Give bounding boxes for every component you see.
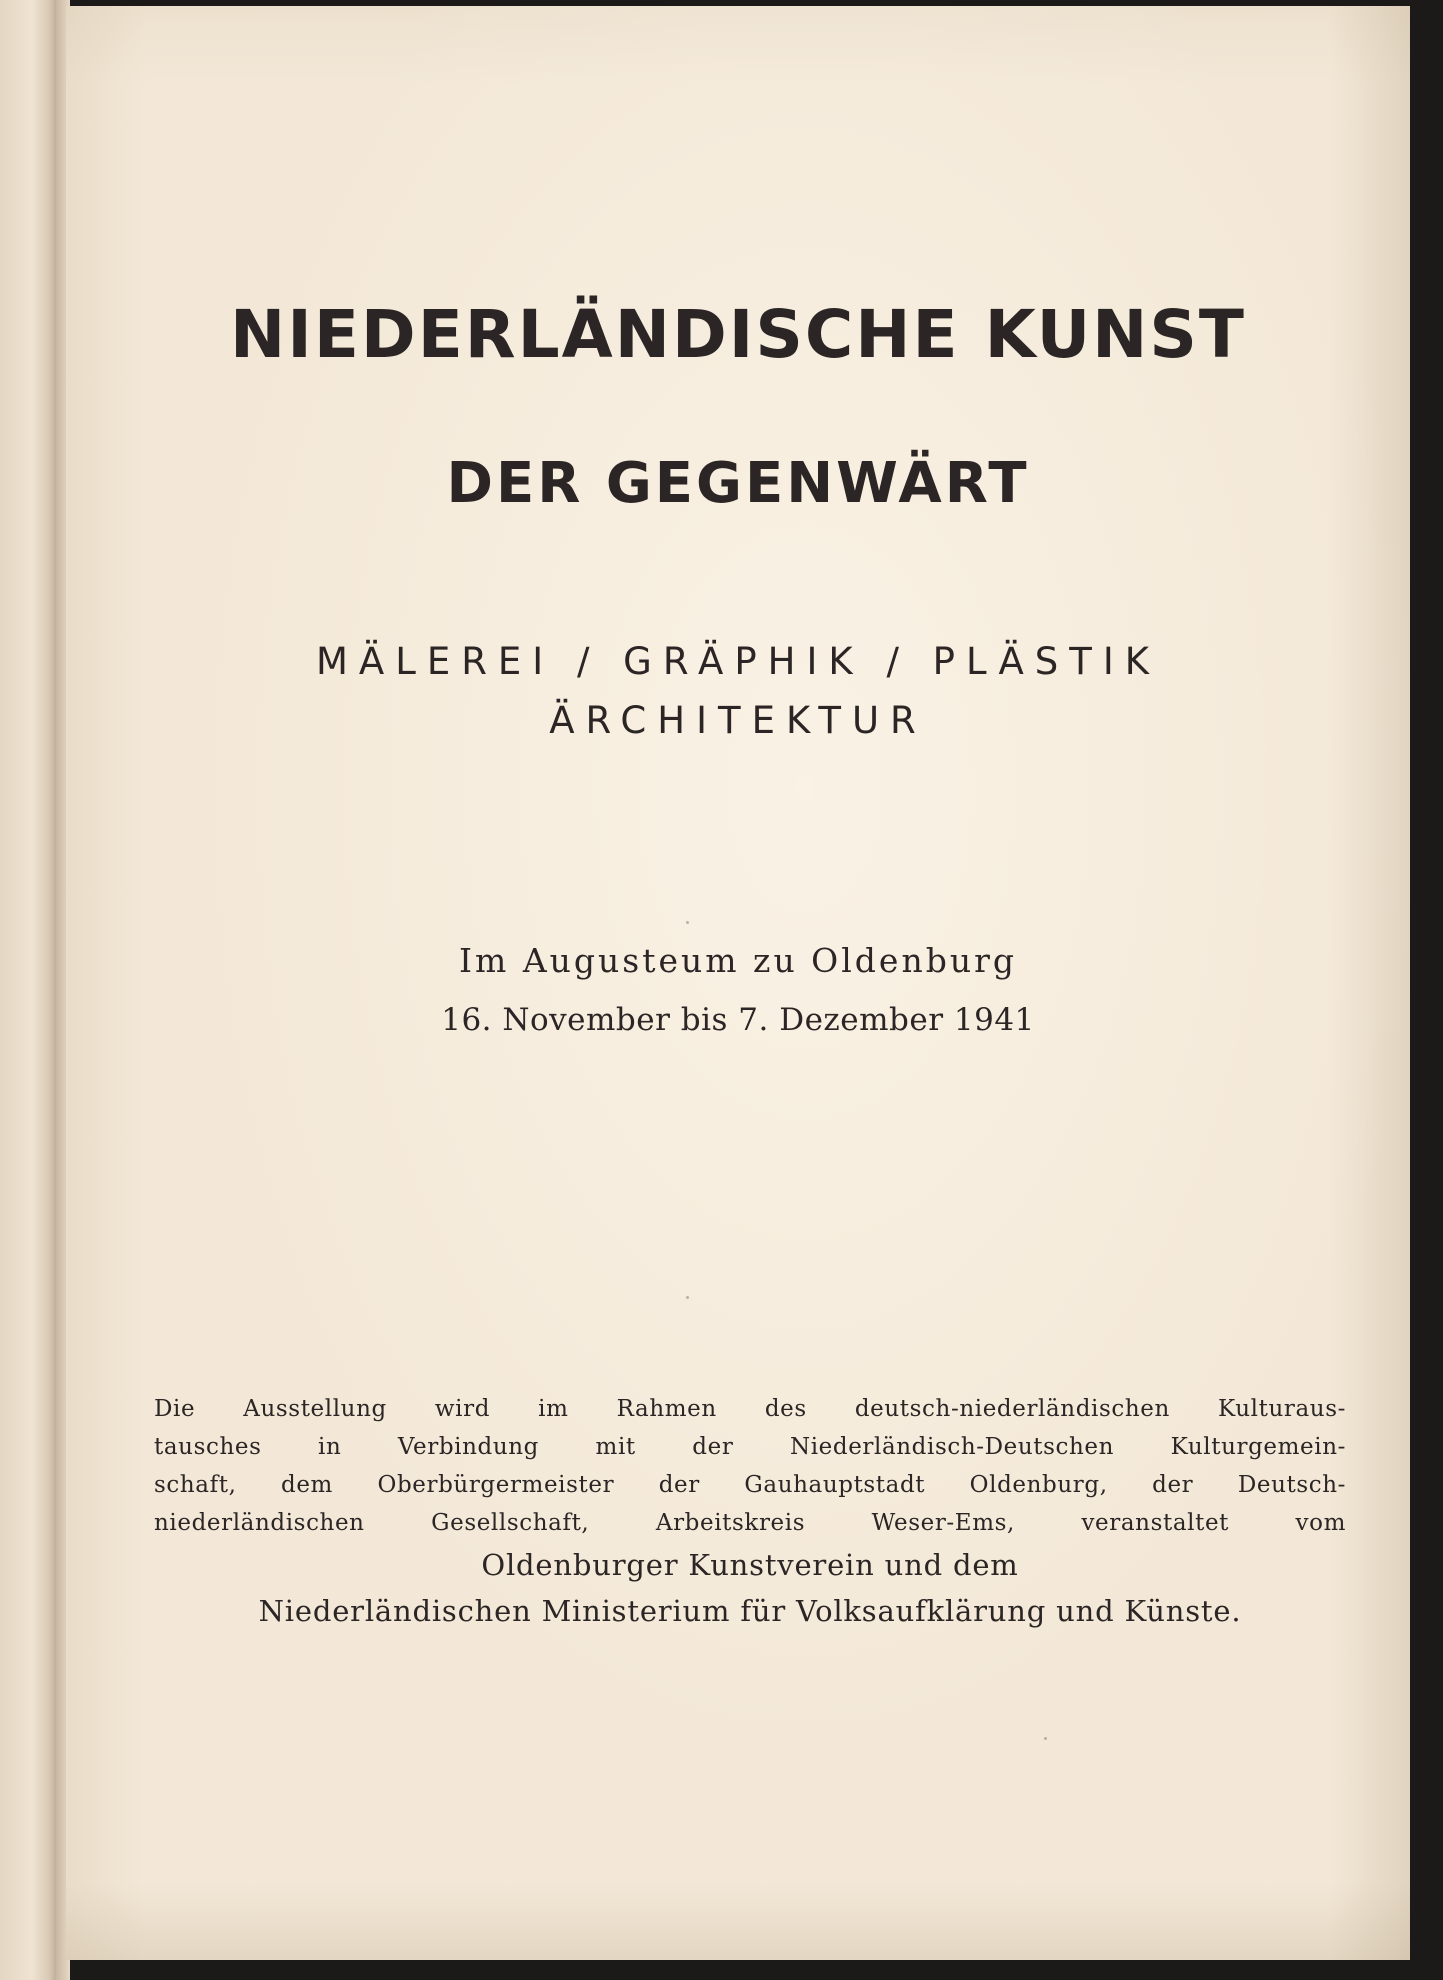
paragraph-line: Die Ausstellung wird im Rahmen des deutsch-niederländischen Kulturaus-: [154, 1396, 1346, 1422]
exhibition-venue: Im Augusteum zu Oldenburg: [459, 941, 1017, 980]
subtitle-line-1: MÄLEREI / GRÄPHIK / PLÄSTIK: [315, 640, 1161, 683]
organizers-paragraph: [154, 1390, 1346, 1634]
paragraph-line: tausches in Verbindung mit der Niederländisch-Deutschen Kulturgemein-: [154, 1434, 1346, 1460]
exhibition-dates: 16. November bis 7. Dezember 1941: [441, 1002, 1035, 1038]
paragraph-line: niederländischen Gesellschaft, Arbeitskreis Weser-Ems, veranstaltet vom: [154, 1510, 1346, 1536]
previous-page-edge: [0, 0, 58, 1980]
subtitle-line-2: ÄRCHITEKTUR: [549, 699, 927, 742]
paragraph-line: schaft, dem Oberbürgermeister der Gauhauptstadt Oldenburg, der Deutsch-: [154, 1472, 1346, 1498]
organizer-line-1: Oldenburger Kunstverein und dem: [481, 1548, 1019, 1582]
paper-speck: [686, 1296, 689, 1299]
title-page: [66, 6, 1412, 1960]
scan-background: [1410, 0, 1443, 1980]
organizer-line-2: Niederländischen Ministerium für Volksaufklärung und Künste.: [258, 1594, 1242, 1628]
title-line-1: NIEDERLÄNDISCHE KUNST: [230, 296, 1246, 373]
title-line-2: DER GEGENWÄRT: [446, 451, 1030, 516]
paper-speck: [1044, 1737, 1047, 1740]
paper-speck: [686, 921, 689, 924]
